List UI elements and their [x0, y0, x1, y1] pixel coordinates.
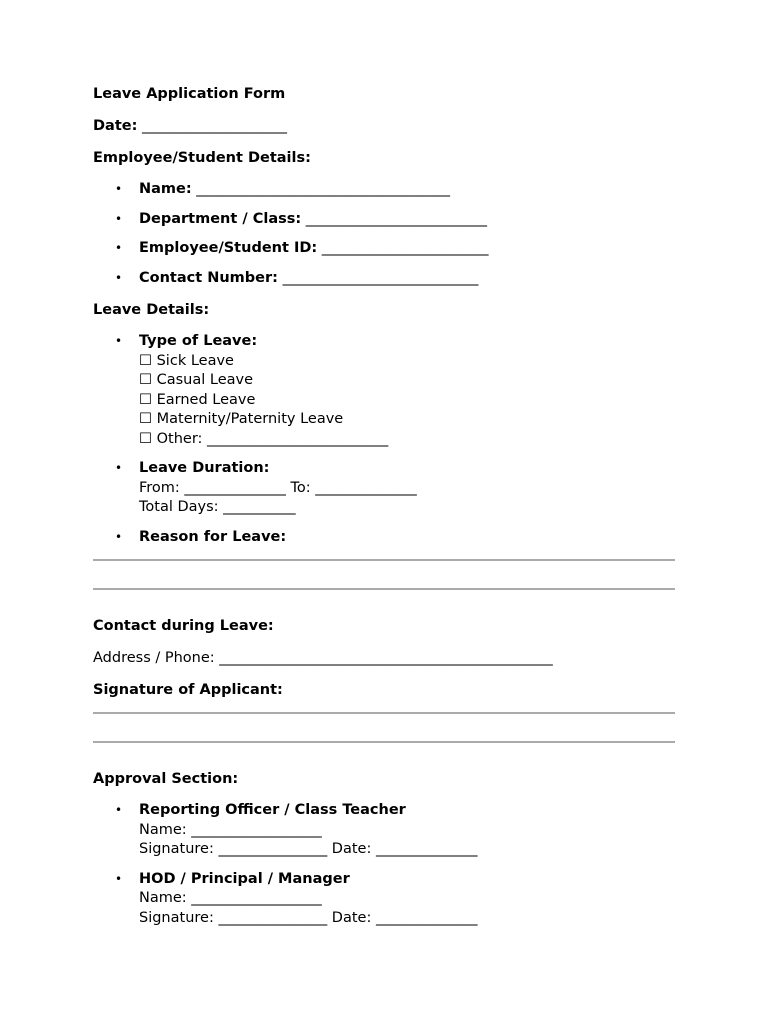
approver-hod — [139, 870, 675, 929]
leave-type-earned-checkbox[interactable]: ☐ Earned Leave — [139, 391, 256, 408]
date-line — [93, 116, 675, 136]
approver-name-line[interactable]: Name: __________________ — [139, 821, 322, 838]
details-list — [93, 180, 675, 288]
approver-title: • Reporting Officer / Class Teacher — [139, 802, 406, 818]
leave-type-other-checkbox[interactable]: ☐ Other: _________________________ — [139, 430, 389, 447]
approval-list — [93, 801, 675, 928]
contact-number-label: Contact Number: — [139, 269, 278, 286]
id-blank[interactable]: _______________________ — [321, 240, 489, 256]
name-blank[interactable]: ___________________________________ — [196, 181, 451, 197]
leave-type-casual-checkbox[interactable]: ☐ Casual Leave — [139, 372, 254, 388]
reason-item — [139, 528, 675, 548]
department-blank[interactable]: _________________________ — [305, 210, 488, 227]
department-label: Department / Class: — [139, 210, 302, 227]
leave-application-form — [93, 84, 675, 940]
date-label: Date: — [93, 118, 138, 134]
details-heading: Employee/Student Details: — [93, 150, 311, 166]
leave-duration-label: • Leave Duration: — [139, 460, 270, 476]
approver-signature-line[interactable]: Signature: _______________ Date: ______________ — [139, 909, 478, 926]
date-blank[interactable]: ____________________ — [142, 118, 287, 134]
leave-details-list — [93, 332, 675, 547]
leave-duration-from-to[interactable]: From: ______________ To: ______________ — [139, 479, 417, 496]
leave-details-heading: Leave Details: — [93, 302, 210, 318]
reason-label: Reason for Leave: — [139, 528, 287, 545]
contact-line[interactable]: Address / Phone: ______________________________________________ — [93, 650, 553, 666]
leave-type-item — [139, 332, 675, 449]
approver-name-line[interactable]: Name: __________________ — [139, 890, 322, 906]
contact-number-blank[interactable]: ___________________________ — [282, 269, 479, 286]
details-item-name — [139, 180, 675, 200]
signature-heading: Signature of Applicant: — [93, 682, 283, 698]
name-label: Name: — [139, 181, 192, 197]
id-label: Employee/Student ID: — [139, 240, 318, 256]
details-item-id — [139, 239, 675, 259]
approver-signature-line[interactable]: Signature: _______________ Date: ______________ — [139, 841, 478, 857]
leave-type-sick-checkbox[interactable]: ☐ Sick Leave — [139, 352, 234, 369]
form-title: Leave Application Form — [93, 86, 286, 102]
leave-type-label: • Type of Leave: — [139, 333, 258, 349]
leave-duration-item — [139, 459, 675, 518]
contact-heading: Contact during Leave: — [93, 618, 274, 634]
approver-reporting-officer — [139, 801, 675, 860]
approver-title: • HOD / Principal / Manager — [139, 870, 350, 887]
details-item-department — [139, 210, 675, 230]
details-item-contact — [139, 269, 675, 289]
approval-heading: Approval Section: — [93, 771, 239, 787]
leave-type-maternity-checkbox[interactable]: ☐ Maternity/Paternity Leave — [139, 411, 344, 427]
leave-duration-total[interactable]: Total Days: __________ — [139, 499, 296, 515]
